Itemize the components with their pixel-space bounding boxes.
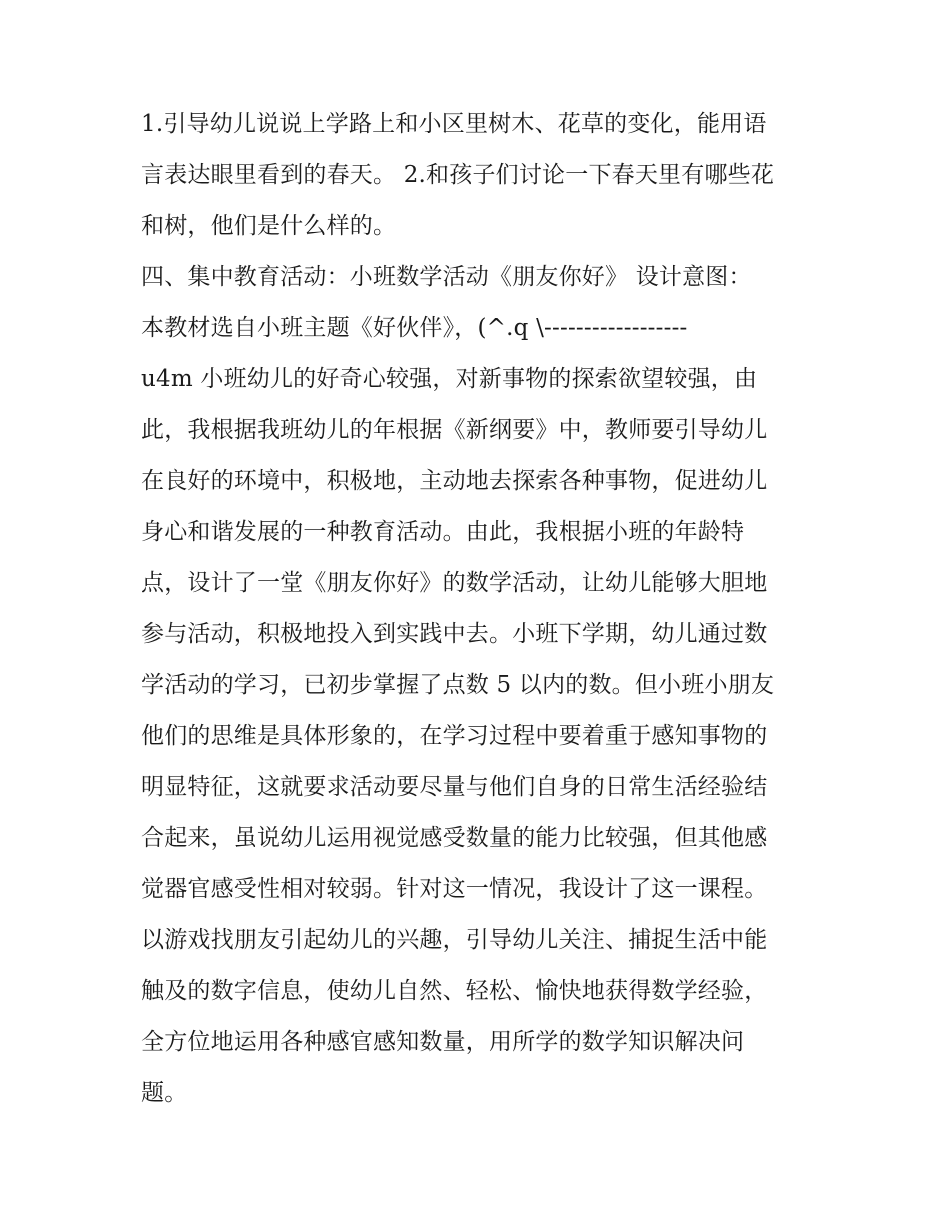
text-line: 身心和谐发展的一种教育活动。由此，我根据小班的年龄特 bbox=[141, 519, 745, 545]
text-line: 点，设计了一堂《朋友你好》的数学活动，让幼儿能够大胆地 bbox=[141, 570, 768, 596]
body-text bbox=[141, 112, 821, 1132]
text-line: 参与活动，积极地投入到实践中去。小班下学期，幼儿通过数 bbox=[141, 621, 768, 647]
text-line: 言表达眼里看到的春天。 2.和孩子们讨论一下春天里有哪些花 bbox=[141, 162, 775, 188]
text-line: u4m 小班幼儿的好奇心较强，对新事物的探索欲望较强，由 bbox=[141, 366, 758, 392]
text-line: 1.引导幼儿说说上学路上和小区里树木、花草的变化，能用语 bbox=[141, 111, 767, 137]
text-line: 明显特征，这就要求活动要尽量与他们自身的日常生活经验结 bbox=[141, 774, 768, 800]
text-line: 此，我根据我班幼儿的年根据《新纲要》中，教师要引导幼儿 bbox=[141, 417, 768, 443]
text-line: 觉器官感受性相对较弱。针对这一情况，我设计了这一课程。 bbox=[141, 876, 768, 902]
text-line: 他们的思维是具体形象的，在学习过程中要着重于感知事物的 bbox=[141, 723, 768, 749]
text-line: 学活动的学习，已初步掌握了点数 5 以内的数。但小班小朋友 bbox=[141, 672, 775, 698]
section-heading: 四、集中教育活动：小班数学活动《朋友你好》 设计意图： bbox=[141, 264, 752, 290]
text-line: 本教材选自小班主题《好伙伴》，(^.q \------------------ bbox=[141, 315, 688, 341]
text-line: 全方位地运用各种感官感知数量，用所学的数学知识解决问 bbox=[141, 1029, 745, 1055]
text-line: 触及的数字信息，使幼儿自然、轻松、愉快地获得数学经验， bbox=[141, 978, 768, 1004]
text-line: 在良好的环境中，积极地，主动地去探索各种事物，促进幼儿 bbox=[141, 468, 768, 494]
text-line: 和树，他们是什么样的。 bbox=[141, 213, 397, 239]
text-line: 合起来，虽说幼儿运用视觉感受数量的能力比较强，但其他感 bbox=[141, 825, 768, 851]
text-line: 题。 bbox=[141, 1080, 188, 1106]
text-line: 以游戏找朋友引起幼儿的兴趣，引导幼儿关注、捕捉生活中能 bbox=[141, 927, 768, 953]
